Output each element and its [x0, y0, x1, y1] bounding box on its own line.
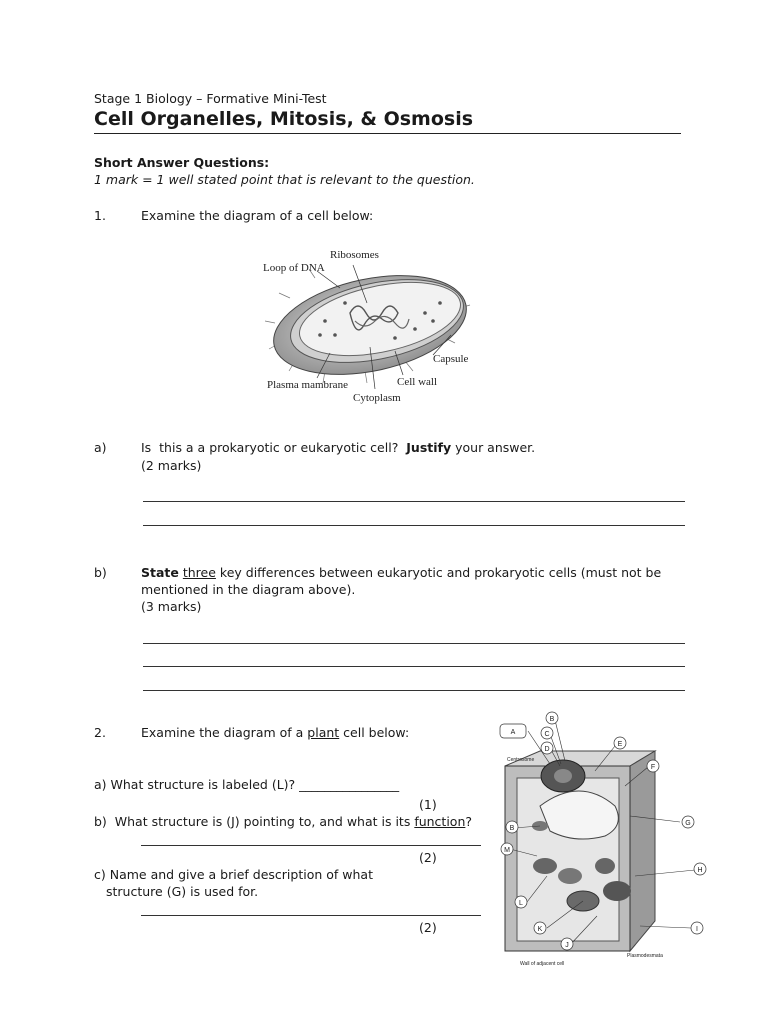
- label-ribosomes: Ribosomes: [330, 249, 379, 261]
- diagram-letter-e: E: [617, 741, 623, 748]
- page-title: Cell Organelles, Mitosis, & Osmosis: [94, 108, 474, 130]
- question-1b-marks: (3 marks): [141, 599, 202, 614]
- question-2-prompt: Examine the diagram of a plant cell below:: [141, 725, 410, 740]
- diagram-letter-f: F: [650, 764, 656, 771]
- diagram-letter-m: M: [504, 847, 510, 854]
- question-2a-marks: (1): [419, 797, 437, 812]
- question-1a-text: Is this a a prokaryotic or eukaryotic cell? Justify your answer.: [141, 440, 536, 455]
- question-2-number: 2.: [94, 725, 106, 740]
- label-capsule: Capsule: [433, 353, 469, 365]
- marking-note: 1 mark = 1 well stated point that is relevant to the question.: [94, 172, 475, 187]
- prokaryote-diagram: [255, 243, 480, 408]
- diagram-letter-b-lower: B: [509, 825, 515, 832]
- bacterium-body: [265, 260, 476, 391]
- question-1-prompt: Examine the diagram of a cell below:: [141, 208, 374, 223]
- diagram-letter-a: A: [510, 729, 516, 736]
- question-1a-letter: a): [94, 440, 107, 455]
- question-2b-text: b) What structure is (J) pointing to, and what is its function?: [94, 814, 473, 829]
- question-2c-text-cont: structure (G) is used for.: [106, 884, 259, 899]
- label-wall-adjacent: Wall of adjacent cell: [520, 961, 565, 967]
- plant-cell-diagram: [495, 706, 710, 981]
- question-1a-marks: (2 marks): [141, 458, 202, 473]
- question-1-number: 1.: [94, 208, 106, 223]
- label-loop-of-dna: Loop of DNA: [263, 262, 325, 274]
- question-2c-marks: (2): [419, 920, 437, 935]
- answer-line[interactable]: [141, 915, 481, 916]
- answer-line[interactable]: [143, 666, 685, 667]
- diagram-letter-c: C: [544, 731, 550, 738]
- answer-line[interactable]: [143, 643, 685, 644]
- diagram-letter-h: H: [697, 867, 703, 874]
- diagram-letter-j: J: [565, 942, 569, 949]
- diagram-letter-l: L: [519, 900, 523, 907]
- diagram-letter-b: B: [549, 716, 555, 723]
- question-1b-text: State three key differences between eukaryotic and prokaryotic cells (must not be: [141, 565, 662, 580]
- question-2c-text: c) Name and give a brief description of what: [94, 867, 373, 882]
- question-2b-marks: (2): [419, 850, 437, 865]
- title-underline: [94, 133, 681, 134]
- question-2a-text: a) What structure is labeled (L)? ________________: [94, 777, 400, 792]
- question-1b-letter: b): [94, 565, 107, 580]
- plant-cell-body: [505, 751, 655, 951]
- answer-line[interactable]: [141, 845, 481, 846]
- diagram-letter-g: G: [685, 820, 691, 827]
- test-subtitle: Stage 1 Biology – Formative Mini-Test: [94, 91, 327, 106]
- diagram-letter-d: D: [544, 746, 550, 753]
- section-heading: Short Answer Questions:: [94, 155, 270, 170]
- question-1b-text-cont: mentioned in the diagram above).: [141, 582, 356, 597]
- answer-line[interactable]: [143, 690, 685, 691]
- label-plasma-membrane: Plasma mambrane: [267, 379, 348, 391]
- label-plasmodesmata: Plasmodesmata: [627, 953, 663, 959]
- diagram-letter-k: K: [537, 926, 543, 933]
- label-centrosome: Centrosome: [507, 757, 535, 763]
- label-cytoplasm: Cytoplasm: [353, 392, 401, 404]
- answer-line[interactable]: [143, 525, 685, 526]
- answer-line[interactable]: [143, 501, 685, 502]
- diagram-letter-i: I: [696, 926, 698, 933]
- label-cell-wall: Cell wall: [397, 376, 438, 388]
